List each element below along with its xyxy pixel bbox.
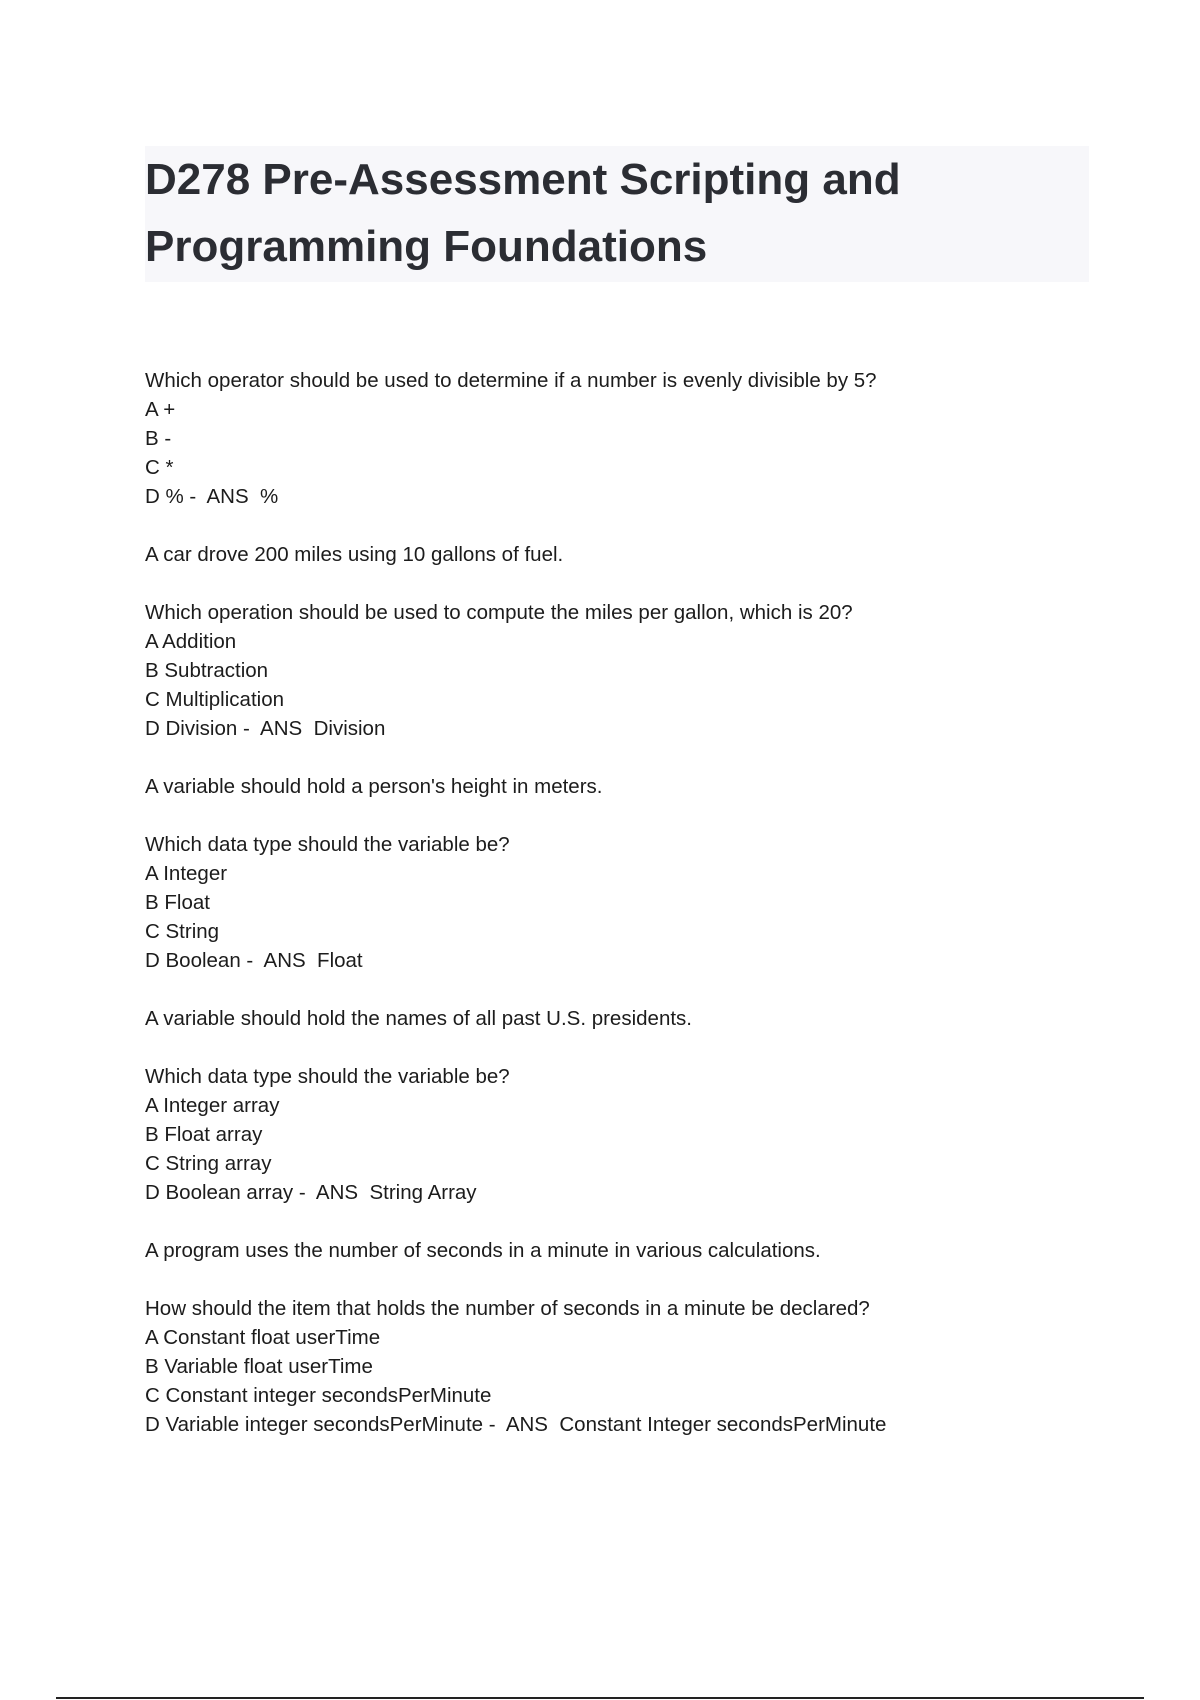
text-block — [145, 366, 1105, 511]
text-block — [145, 1062, 1105, 1207]
answer-option: A Integer — [145, 862, 228, 885]
question-text: Which operation should be used to compute the miles per gallon, which is 20? — [145, 601, 853, 624]
answer-option: D % - ANS % — [145, 485, 279, 508]
answer-option: B - — [145, 427, 172, 450]
answer-option: D Variable integer secondsPerMinute - ANS Constant Integer secondsPerMinute — [145, 1413, 887, 1436]
answer-option: D Division - ANS Division — [145, 717, 386, 740]
text-block — [145, 1004, 1105, 1033]
question-text: Which data type should the variable be? — [145, 1065, 510, 1088]
text-block — [145, 598, 1105, 743]
answer-option: C String — [145, 920, 220, 943]
text-block — [145, 540, 1105, 569]
title-banner — [145, 146, 1089, 282]
answer-option: C Multiplication — [145, 688, 284, 711]
answer-option: B Subtraction — [145, 659, 269, 682]
answer-option: A Constant float userTime — [145, 1326, 381, 1349]
answer-option: A + — [145, 398, 176, 421]
answer-option: B Float — [145, 891, 210, 914]
answer-option: C String array — [145, 1152, 272, 1175]
text-block — [145, 830, 1105, 975]
answer-option: A Addition — [145, 630, 237, 653]
text-block — [145, 1236, 1105, 1265]
document-body — [145, 366, 1105, 1468]
question-text: A variable should hold a person's height in meters. — [145, 775, 603, 798]
question-text: A variable should hold the names of all past U.S. presidents. — [145, 1007, 692, 1030]
answer-option: D Boolean - ANS Float — [145, 949, 363, 972]
question-text: A program uses the number of seconds in a minute in various calculations. — [145, 1239, 821, 1262]
answer-option: B Variable float userTime — [145, 1355, 373, 1378]
question-text: Which operator should be used to determine if a number is evenly divisible by 5? — [145, 369, 877, 392]
answer-option: C Constant integer secondsPerMinute — [145, 1384, 492, 1407]
answer-option: B Float array — [145, 1123, 263, 1146]
question-text: Which data type should the variable be? — [145, 833, 510, 856]
text-block — [145, 1294, 1105, 1439]
question-text: How should the item that holds the number of seconds in a minute be declared? — [145, 1297, 870, 1320]
question-text: A car drove 200 miles using 10 gallons of fuel. — [145, 543, 564, 566]
text-block — [145, 772, 1105, 801]
footer-divider — [56, 1697, 1144, 1699]
answer-option: A Integer array — [145, 1094, 280, 1117]
answer-option: C * — [145, 456, 174, 479]
page-title: D278 Pre-Assessment Scripting and Programming Foundations — [145, 155, 901, 271]
answer-option: D Boolean array - ANS String Array — [145, 1181, 477, 1204]
